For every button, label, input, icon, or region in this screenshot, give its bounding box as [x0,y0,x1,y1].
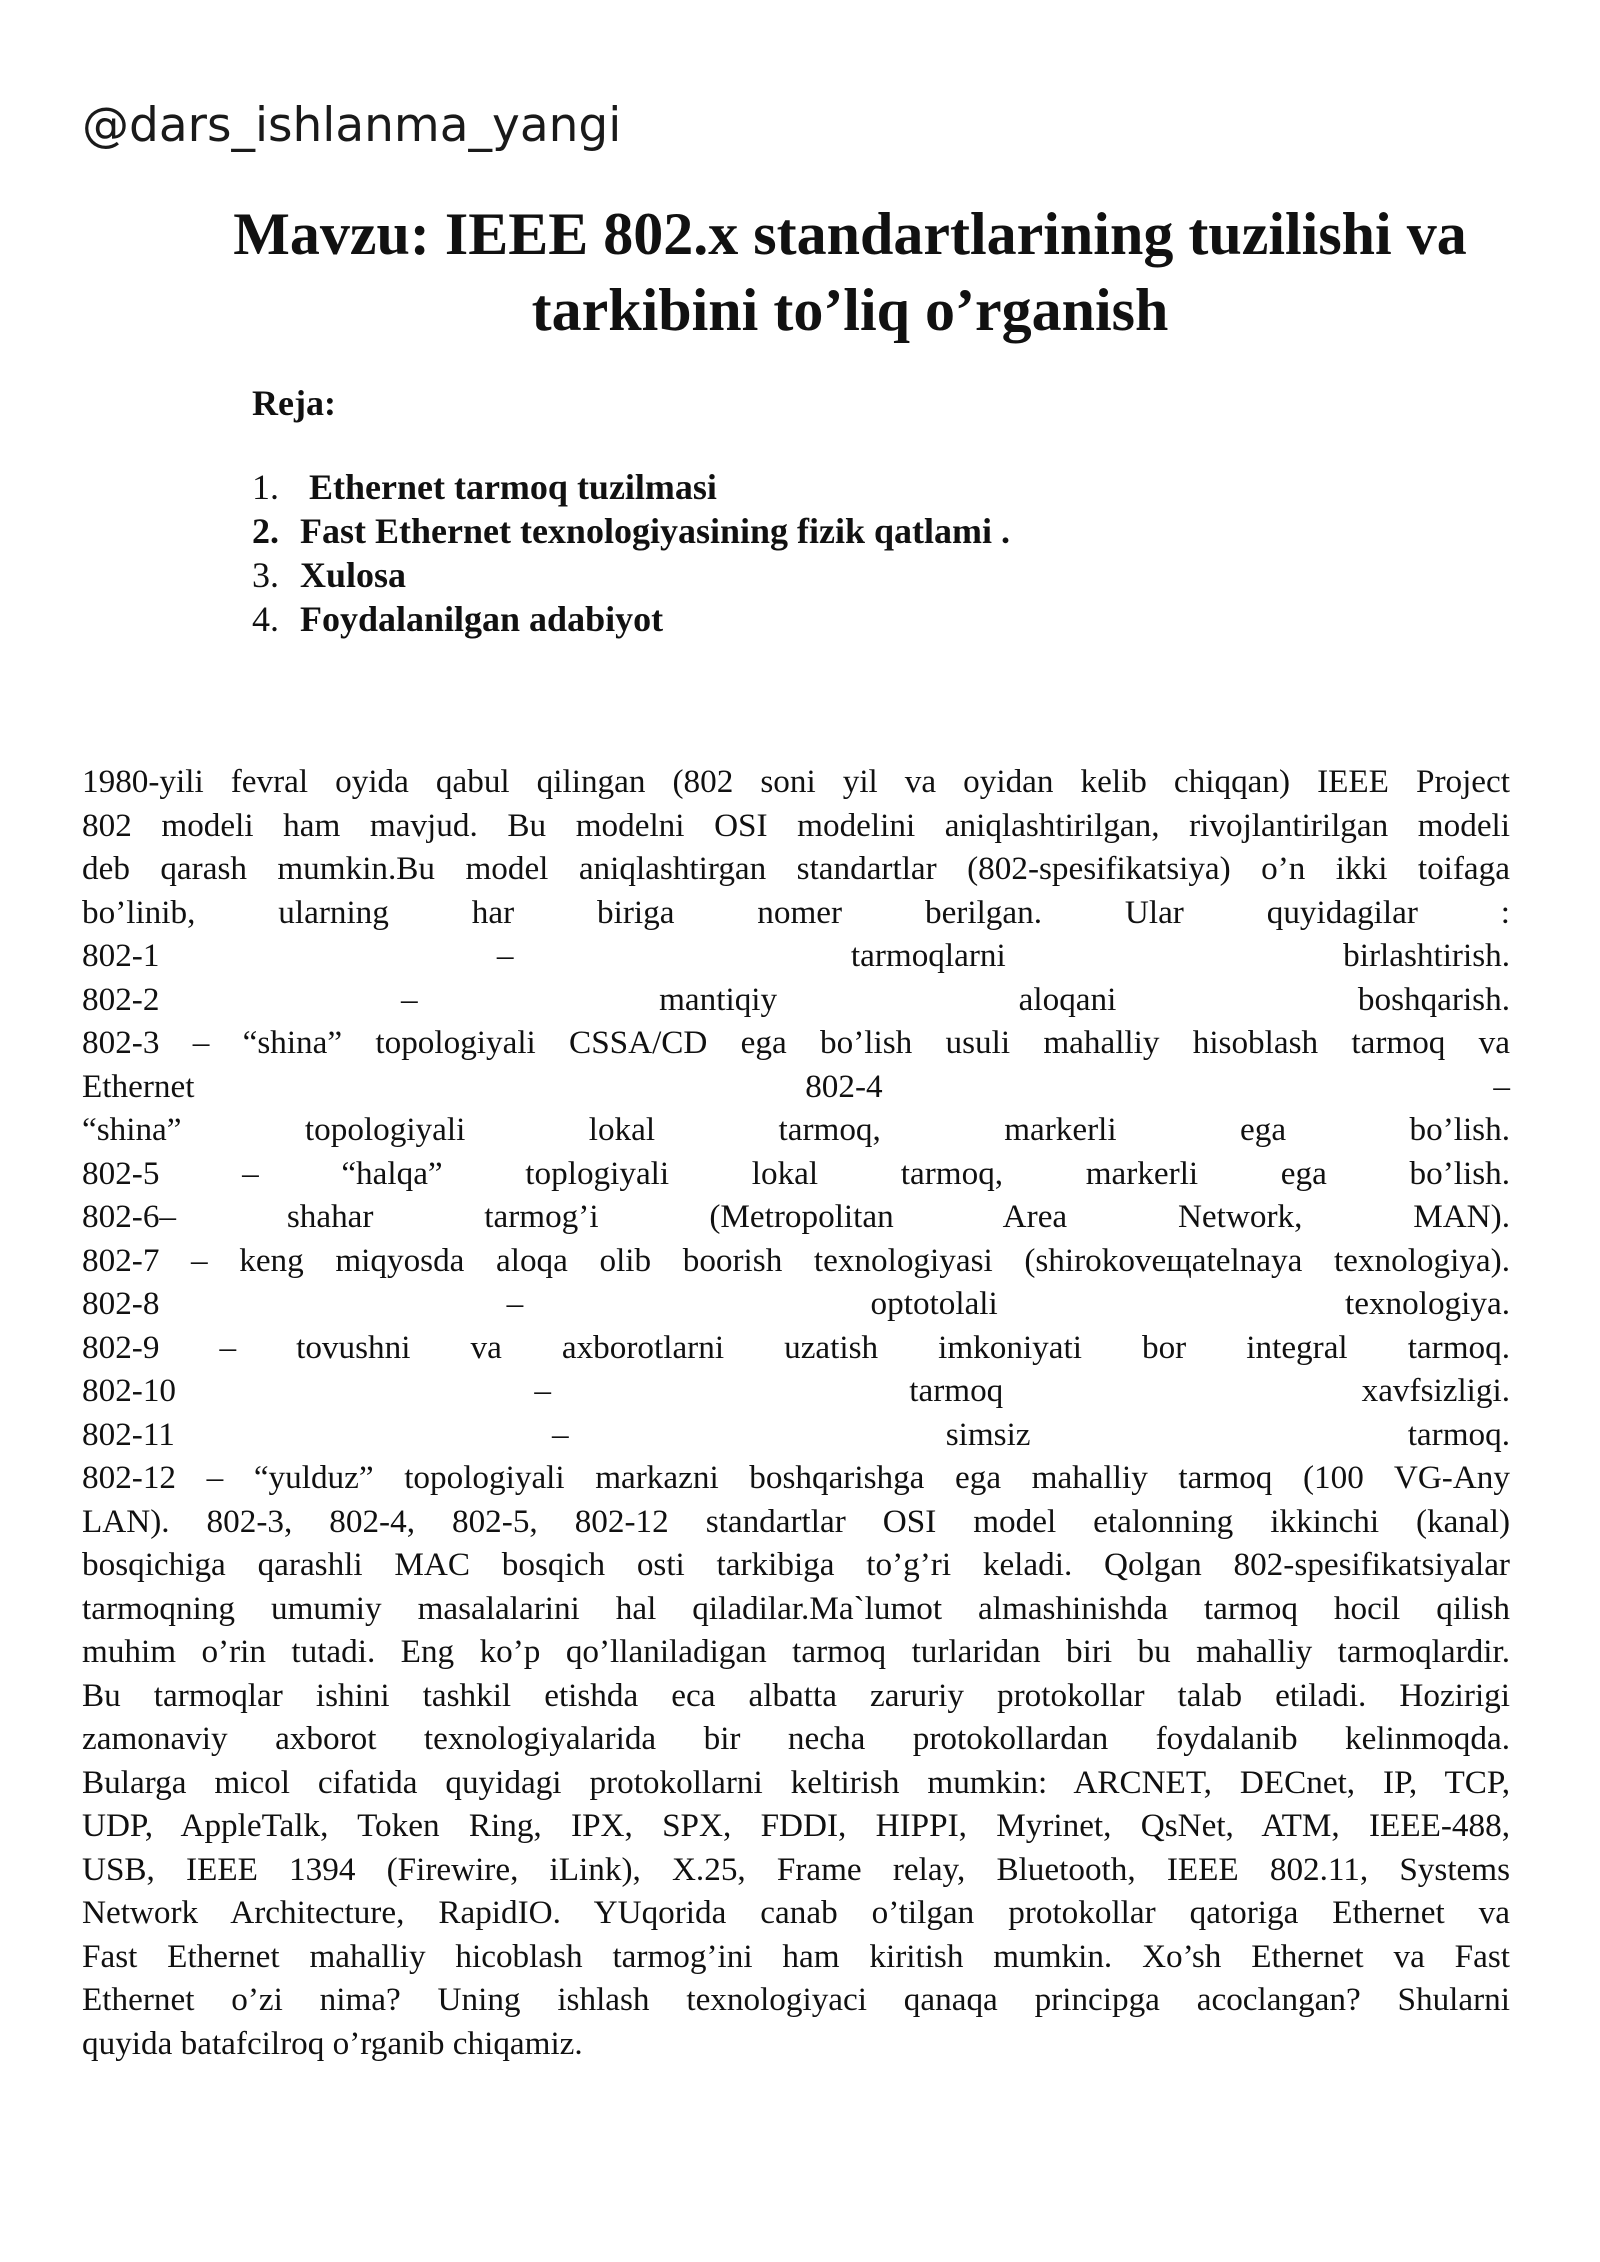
plan-item [252,553,1010,597]
plan-item-number: 1. [252,467,279,507]
plan-item-text: Xulosa [300,555,407,595]
body-line: 802-11 – simsiz tarmoq. [82,1415,1510,1453]
plan-list [252,465,1010,641]
plan-item [252,509,1010,553]
body-line: UDP, AppleTalk, Token Ring, IPX, SPX, FDDI, HIPPI, Myrinet, QsNet, ATM, IEEE-488, [82,1807,1510,1844]
body-line: 802-9 – tovushni va axborotlarni uzatish imkoniyati bor integral tarmoq. [82,1328,1510,1366]
body-line: bosqichiga qarashli MAC bosqich osti tarkibiga to’g’ri keladi. Qolgan 802-spesifikatsiyalar [82,1546,1510,1583]
body-line: quyida batafcilroq o’rganib chiqamiz. [82,2024,583,2062]
body-line: deb qarash mumkin.Bu model aniqlashtirgan standartlar (802-spesifikatsiya) o’n ikki toifaga [82,850,1510,887]
body-line: 802-5 – “halqa” toplogiyali lokal tarmoq, markerli ega bo’lish. [82,1154,1510,1192]
plan-item-number: 4. [252,599,279,639]
body-line: Bularga micol cifatida quyidagi protokollarni keltirish mumkin: ARCNET, DECnet, IP, TCP, [82,1763,1510,1801]
plan-item-text: Ethernet tarmoq tuzilmasi [300,467,717,507]
body-line: Bu tarmoqlar ishini tashkil etishda eca albatta zaruriy protokollar talab etiladi. Hozirigi [82,1676,1510,1714]
body-line: 802-10 – tarmoq xavfsizligi. [82,1372,1510,1409]
body-line: bo’linib, ularning har biriga nomer berilgan. Ular quyidagilar : [82,893,1510,931]
body-line: 802-8 – optotolali texnologiya. [82,1285,1510,1322]
body-line: 802-1 – tarmoqlarni birlashtirish. [82,937,1510,974]
plan-item-number: 3. [252,555,279,595]
channel-watermark: @dars_ishlanma_yangi [82,98,622,153]
body-line: 1980-yili fevral oyida qabul qilingan (802 soni yil va oyidan kelib chiqqan) IEEE Project [82,763,1510,800]
plan-item-text: Fast Ethernet texnologiyasining fizik qatlami . [300,511,1010,551]
body-line: 802-6– shahar tarmog’i (Metropolitan Area Network, MAN). [82,1198,1510,1235]
plan-item [252,597,1010,641]
body-line: 802-7 – keng miqyosda aloqa olib boorish texnologiyasi (shirokoveщatelnaya texnologiya). [82,1241,1510,1279]
title-line-1: Mavzu: IEEE 802.x standartlarining tuzilishi va [233,201,1467,267]
body-line: 802-3 – “shina” topologiyali CSSA/CD ega bo’lish usuli mahalliy hisoblash tarmoq va [82,1024,1510,1061]
body-line: “shina” topologiyali lokal tarmoq, markerli ega bo’lish. [82,1111,1510,1148]
body-line: Network Architecture, RapidIO. YUqorida canab o’tilgan protokollar qatoriga Ethernet va [82,1894,1510,1931]
body-line: 802 modeli ham mavjud. Bu modelni OSI modelini aniqlashtirilgan, rivojlantirilgan modeli [82,806,1510,844]
body-line: 802-2 – mantiqiy aloqani boshqarish. [82,980,1510,1018]
body-line: LAN). 802-3, 802-4, 802-5, 802-12 standartlar OSI model etalonning ikkinchi (kanal) [82,1502,1510,1540]
body-line: Fast Ethernet mahalliy hicoblash tarmog’ini ham kiritish mumkin. Xo’sh Ethernet va Fast [82,1937,1510,1975]
body-text [82,760,1510,2065]
body-line: 802-12 – “yulduz” topologiyali markazni boshqarishga ega mahalliy tarmoq (100 VG-Any [82,1459,1510,1496]
document-title [150,196,1550,348]
body-line: USB, IEEE 1394 (Firewire, iLink), X.25, Frame relay, Bluetooth, IEEE 802.11, Systems [82,1850,1510,1888]
body-line: Ethernet 802-4 – [82,1067,1510,1105]
body-line: zamonaviy axborot texnologiyalarida bir necha protokollardan foydalanib kelinmoqda. [82,1720,1510,1757]
title-line-2: tarkibini to’liq o’rganish [531,277,1169,343]
body-line: tarmoqning umumiy masalalarini hal qiladilar.Ma`lumot almashinishda tarmoq hocil qilish [82,1589,1510,1627]
body-line: Ethernet o’zi nima? Uning ishlash texnologiyaci qanaqa principga acoclangan? Shularni [82,1981,1510,2018]
plan-item-number: 2. [252,511,279,551]
body-line: muhim o’rin tutadi. Eng ko’p qo’llaniladigan tarmoq turlaridan biri bu mahalliy tarmoqlardir. [82,1633,1510,1670]
plan-item-text: Foydalanilgan adabiyot [300,599,664,639]
plan-item [252,465,1010,509]
plan-heading: Reja: [252,383,336,423]
